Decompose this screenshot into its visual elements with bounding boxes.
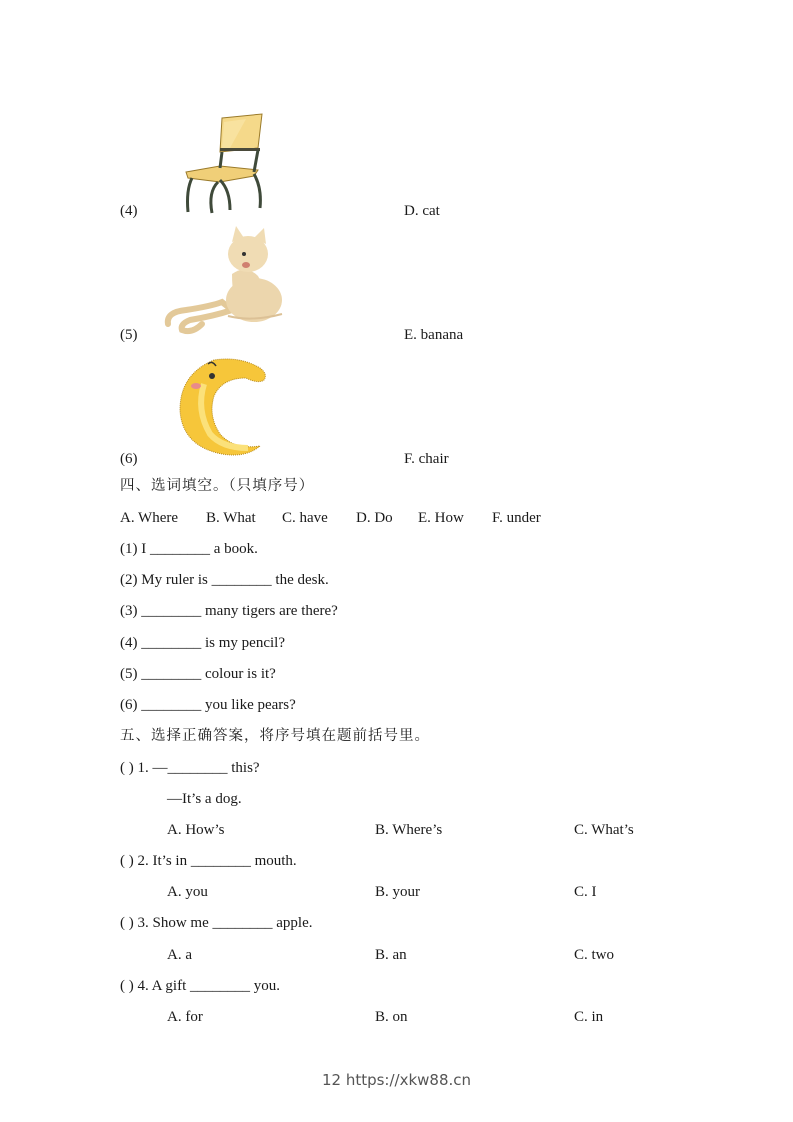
choice-question-1-option-a: A. How’s xyxy=(167,822,225,838)
matching-number-5: (5) xyxy=(120,327,138,343)
choice-question-3-option-a: A. a xyxy=(167,947,192,963)
matching-option-d: D. cat xyxy=(404,203,440,219)
choice-question-2-option-a: A. you xyxy=(167,884,208,900)
choice-question-1-stem: ( ) 1. —________ this? xyxy=(120,760,260,776)
choice-question-3-stem: ( ) 3. Show me ________ apple. xyxy=(120,915,313,931)
matching-option-e: E. banana xyxy=(404,327,464,343)
matching-number-6: (6) xyxy=(120,451,138,467)
cat-picture xyxy=(162,224,288,340)
section5-heading: 五、选择正确答案，将序号填在题前括号里。 xyxy=(120,728,430,744)
page-footer: 12 https://xkw88.cn xyxy=(321,1071,472,1089)
chair-picture xyxy=(180,110,270,215)
choice-question-4-stem: ( ) 4. A gift ________ you. xyxy=(120,978,280,994)
choice-question-4-option-a: A. for xyxy=(167,1009,203,1025)
fill-question-3: (3) ________ many tigers are there? xyxy=(120,603,338,619)
fill-question-5: (5) ________ colour is it? xyxy=(120,666,276,682)
word-bank-e: E. How xyxy=(418,510,464,526)
word-bank-a: A. Where xyxy=(120,510,179,526)
word-bank-d: D. Do xyxy=(356,510,393,526)
choice-question-1-reply: —It’s a dog. xyxy=(167,791,242,807)
matching-number-4: (4) xyxy=(120,203,138,219)
choice-question-3-option-c: C. two xyxy=(574,947,615,963)
word-bank-c: C. have xyxy=(282,510,328,526)
fill-question-1: (1) I ________ a book. xyxy=(120,541,258,557)
choice-question-4-option-c: C. in xyxy=(574,1009,604,1025)
choice-question-2-option-c: C. I xyxy=(574,884,597,900)
banana-picture xyxy=(174,354,274,458)
choice-question-1-option-b: B. Where’s xyxy=(375,822,443,838)
fill-question-6: (6) ________ you like pears? xyxy=(120,697,296,713)
section4-heading: 四、选词填空。（只填序号） xyxy=(120,478,315,494)
choice-question-2-stem: ( ) 2. It’s in ________ mouth. xyxy=(120,853,297,869)
choice-question-4-option-b: B. on xyxy=(375,1009,408,1025)
choice-question-3-option-b: B. an xyxy=(375,947,407,963)
word-bank-f: F. under xyxy=(492,510,541,526)
fill-question-4: (4) ________ is my pencil? xyxy=(120,635,285,651)
choice-question-1-option-c: C. What’s xyxy=(574,822,634,838)
word-bank-b: B. What xyxy=(206,510,256,526)
choice-question-2-option-b: B. your xyxy=(375,884,420,900)
matching-option-f: F. chair xyxy=(404,451,449,467)
fill-question-2: (2) My ruler is ________ the desk. xyxy=(120,572,329,588)
